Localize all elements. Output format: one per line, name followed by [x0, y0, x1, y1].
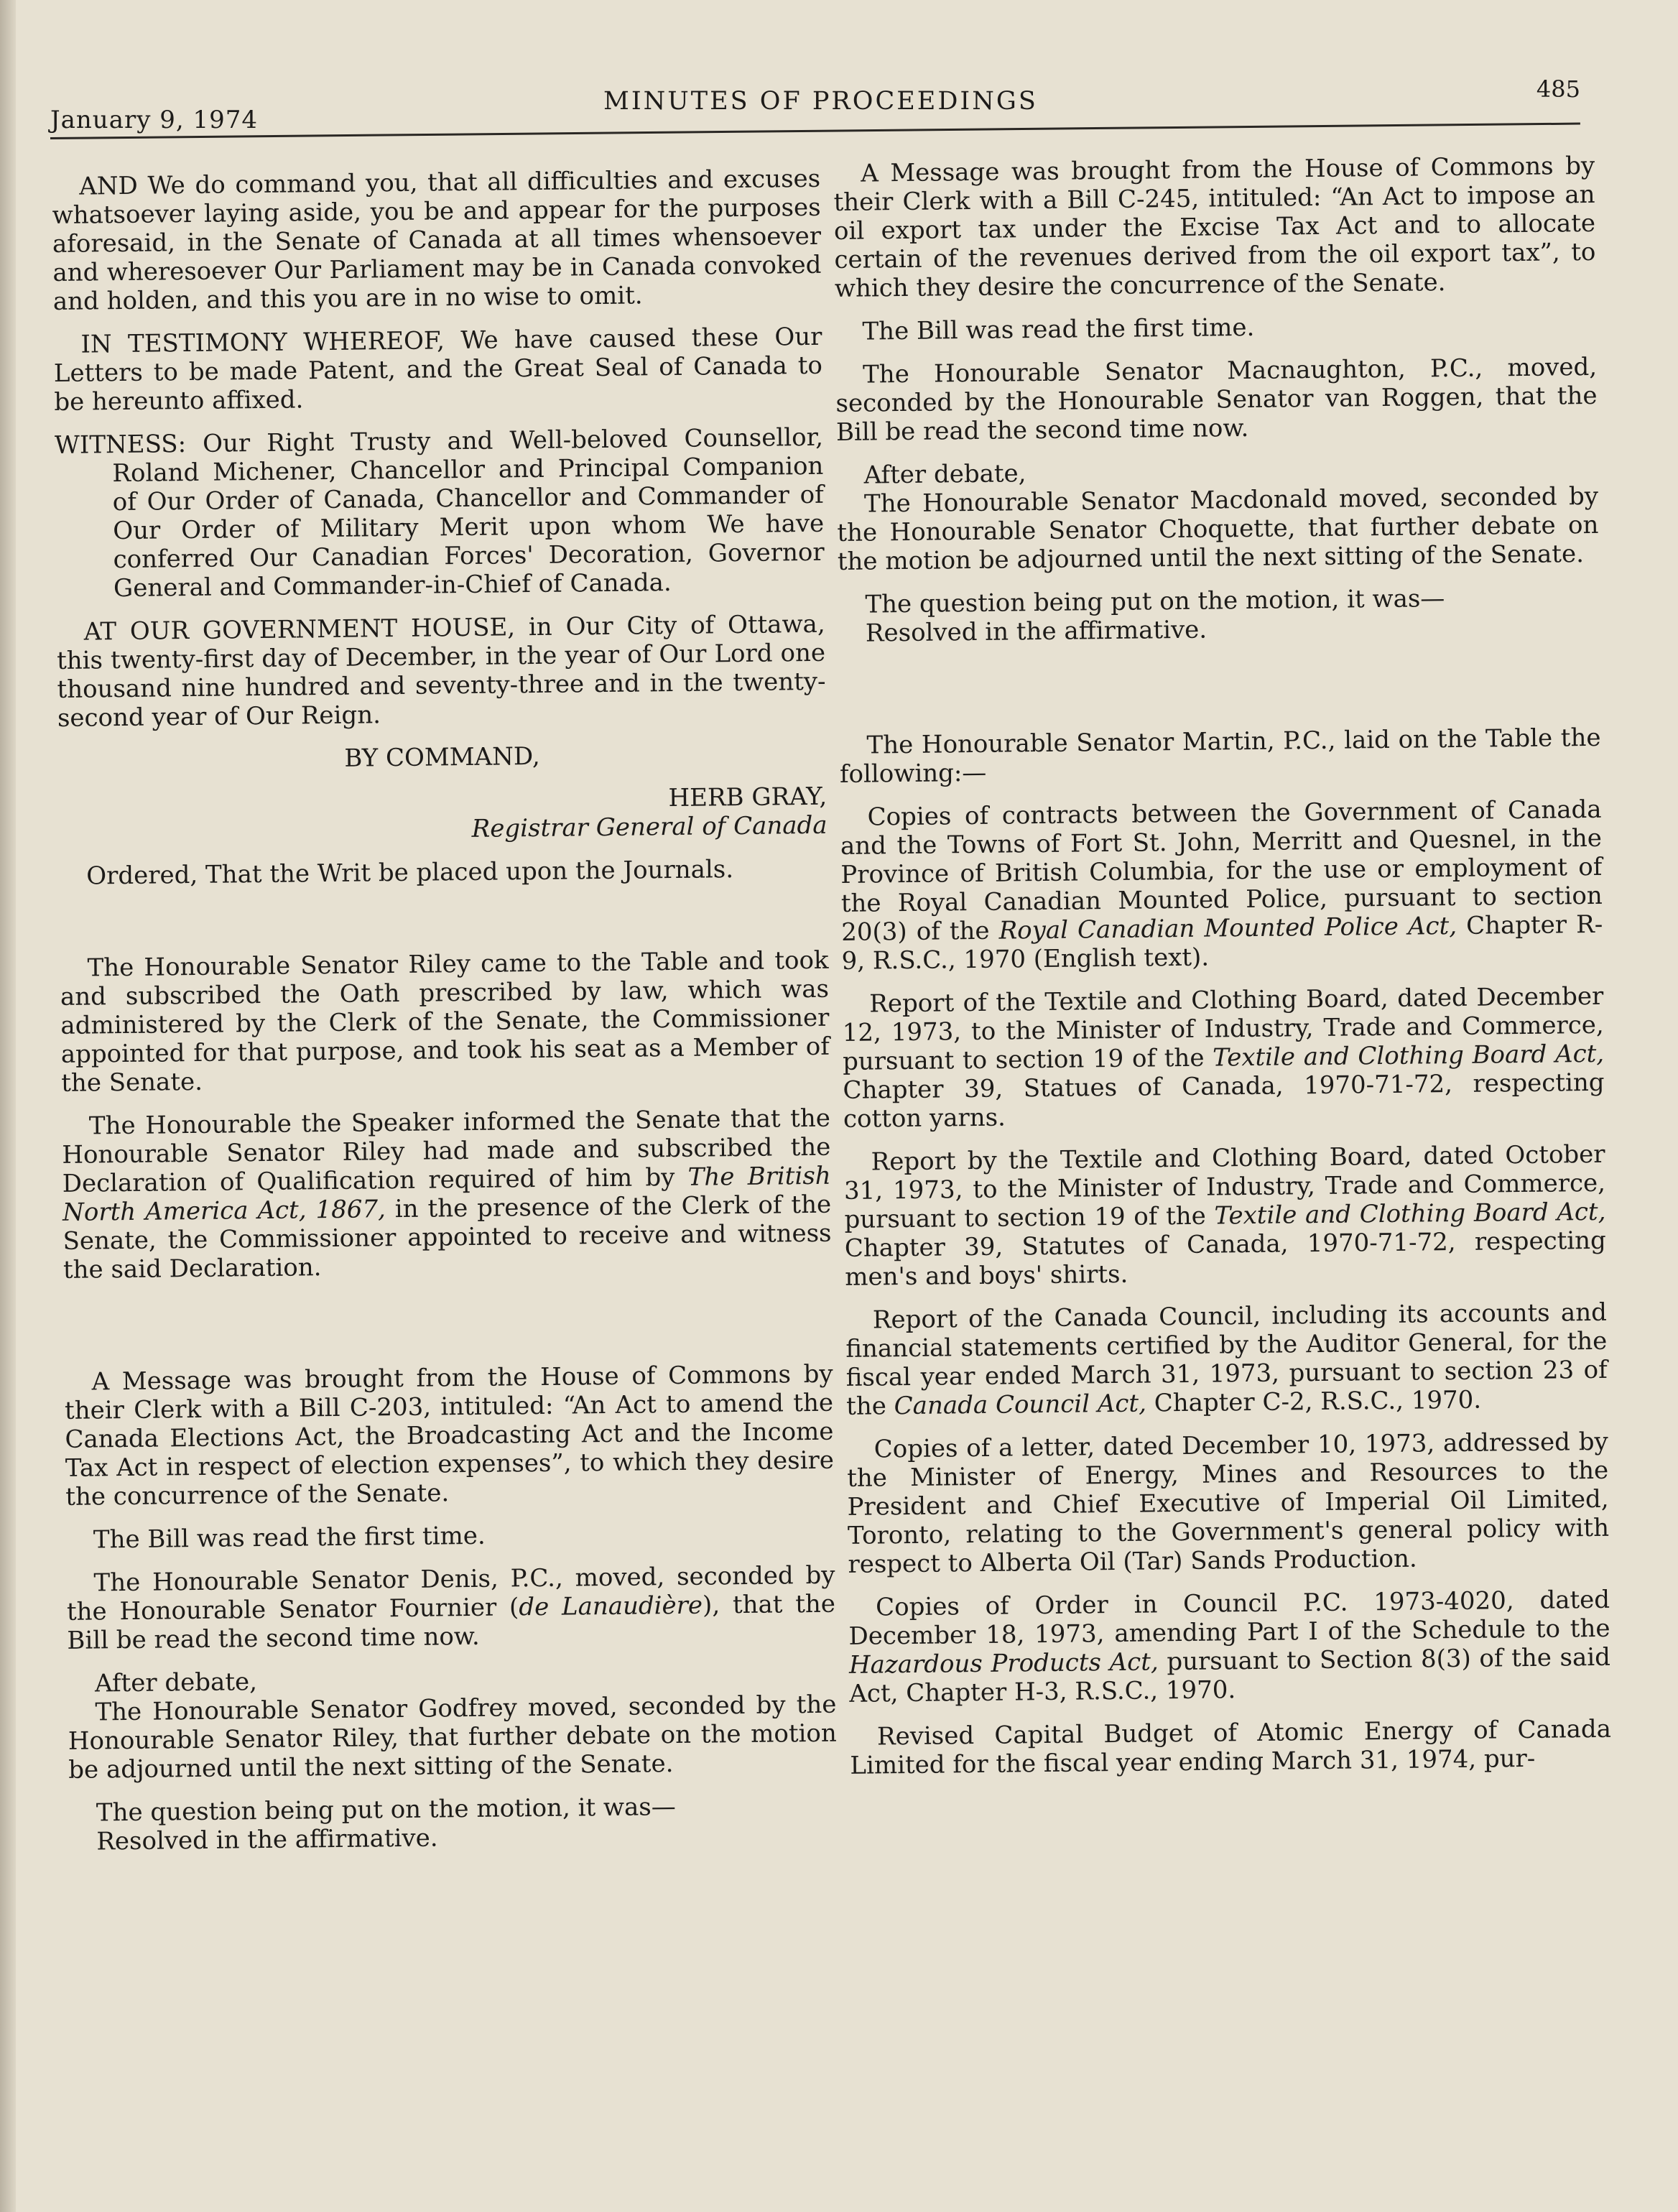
first-reading-line: The Bill was read the first time. — [93, 1521, 486, 1555]
atomic-energy-budget-item: Revised Capital Budget of Atomic Energy of Canada Limited for the fiscal year ending March 31, 1974, pur- — [850, 1714, 1612, 1780]
declaration-paragraph — [62, 1104, 832, 1285]
act-title: The British North America Act, 1867, — [62, 1161, 831, 1227]
declaration-text-b: in the presence of the Clerk of the Senate, the Commissioner appointed to receive and witness the said Declaration. — [62, 1190, 832, 1285]
ordered-paragraph: Ordered, That the Writ be placed upon the Journals. — [86, 855, 734, 891]
header-rule — [50, 123, 1580, 139]
adjournment-motion: The Honourable Senator Godfrey moved, seconded by the Honourable Senator Riley, that further debate on the motion be adjourned until the next sitting of the Senate. — [68, 1690, 838, 1785]
tabled-documents-intro: The Honourable Senator Martin, P.C., laid on the Table the following:— — [839, 723, 1601, 789]
adjournment-motion: The Honourable Senator Macdonald moved, seconded by the Honourable Senator Choquette, that further debate on the motion be adjourned until the next sitting of the Senate. — [837, 481, 1599, 576]
government-house-paragraph: AT OUR GOVERNMENT HOUSE, in Our City of Ottawa, this twenty-first day of December, in the year of Our Lord one thousand nine hundred and seventy-three and in the twenty-second year of Our Reign. — [56, 609, 826, 733]
second-reading-motion: The Honourable Senator Macnaughton, P.C., moved, seconded by the Honourable Senator van Roggen, that the Bill be read the second time now. — [835, 352, 1598, 447]
left-column — [52, 165, 838, 1871]
page-number: 485 — [1536, 75, 1580, 103]
resolved-line: Resolved in the affirmative. — [96, 1823, 438, 1856]
item-text-b: Chapter 39, Statutes of Canada, 1970-71-72, respecting men's and boys' shirts. — [844, 1226, 1607, 1292]
second-reading-motion — [66, 1561, 835, 1655]
item-text-a: Copies of Order in Council P.C. 1973-4020, dated December 18, 1973, amending Part I of the Schedule to the — [848, 1585, 1610, 1651]
rcmp-contracts-item — [840, 795, 1603, 976]
energy-letter-item: Copies of a letter, dated December 10, 1973, addressed by the Minister of Energy, Mines and Resources to the President and Chief Executive of Imperial Oil Limited, Toronto, relating to the Government's general policy with respect to Alberta Oil (Tar) Sands Production. — [847, 1427, 1610, 1579]
item-text-b: Chapter R-9, R.S.C., 1970 (English text). — [841, 910, 1603, 976]
header-title: MINUTES OF PROCEEDINGS — [603, 87, 1038, 116]
act-title: Textile and Clothing Board Act, — [1214, 1197, 1606, 1231]
item-text-a: Report of the Canada Council, including its accounts and financial statements certified by the Auditor General, for the fiscal year ended March 31, 1973, pursuant to section 23 of the — [845, 1297, 1608, 1421]
item-text-a: Report by the Textile and Clothing Board, dated October 31, 1973, to the Minister of Industry, Trade and Commerce, pursuant to section 19 of the — [843, 1139, 1606, 1234]
item-text-b: Chapter C-2, R.S.C., 1970. — [1146, 1385, 1482, 1418]
item-text-a: Report of the Textile and Clothing Board, dated December 12, 1973, to the Minister of Industry, Trade and Commerce, pursuant to section 19 of the — [842, 981, 1604, 1076]
section-gap — [60, 897, 829, 954]
bill-c245-message: A Message was brought from the House of Commons by their Clerk with a Bill C-245, intituled: “An Act to impose an oil export tax under the Excise Tax Act and to allocate certain of the revenues derived from the oil export tax”, to which they desire the concurrence of the Senate. — [833, 151, 1596, 303]
question-put-line: The question being put on the motion, it was— — [96, 1792, 676, 1828]
testimony-paragraph: IN TESTIMONY WHEREOF, We have caused these Our Letters to be made Patent, and the Great Seal of Canada to be hereunto affixed. — [53, 322, 823, 417]
section-gap — [63, 1291, 833, 1368]
bill-c203-message: A Message was brought from the House of Commons by their Clerk with a Bill C-203, intituled: “An Act to amend the Canada Elections Act, the Broadcasting Act and the Income Tax Act in respect of election expenses”, to which they desire the concurrence of the Senate. — [64, 1359, 835, 1512]
textile-report-cotton-item — [842, 982, 1605, 1134]
oath-paragraph: The Honourable Senator Riley came to the Table and took and subscribed the Oath prescribed by law, which was administered by the Clerk of the Senate, the Commissioner appointed for that purpose, and took his seat as a Member of the Senate. — [60, 945, 830, 1098]
item-text-a: Copies of contracts between the Government of Canada and the Towns of Fort St. John, Merritt and Quesnel, in the Province of British Columbia, for the use or employment of the Royal Canadian Mounted Police, pursuant to section 20(3) of the — [840, 795, 1603, 947]
item-text-b: Chapter 39, Statues of Canada, 1970-71-72, respecting cotton yarns. — [843, 1068, 1605, 1134]
canada-council-report-item — [845, 1298, 1608, 1421]
motion-text-a: The Honourable Senator Denis, P.C., moved, seconded by the Honourable Senator Fournier ( — [66, 1560, 835, 1626]
signer-name: HERB GRAY, — [668, 782, 828, 813]
riding-name: de Lanaudière — [519, 1591, 703, 1622]
header-date: January 9, 1974 — [50, 106, 259, 134]
after-debate-line: After debate, — [94, 1667, 258, 1698]
order-in-council-item — [848, 1586, 1611, 1708]
after-debate-line: After debate, — [863, 459, 1026, 490]
signer-title: Registrar General of Canada — [471, 810, 828, 843]
act-title: Canada Council Act, — [894, 1389, 1147, 1421]
page-gutter-shadow — [0, 0, 16, 2212]
question-put-line: The question being put on the motion, it was— — [865, 584, 1445, 619]
by-command-line: BY COMMAND, — [344, 741, 540, 773]
right-column — [833, 152, 1612, 1795]
declaration-text-a: The Honourable the Speaker informed the Senate that the Honourable Senator Riley had made and subscribed the Declaration of Qualification required of him by — [62, 1103, 831, 1198]
section-gap — [838, 654, 1600, 731]
motion-text-b: ), that the Bill be read the second time now. — [67, 1589, 836, 1655]
item-text-b: pursuant to Section 8(3) of the said Act, Chapter H-3, R.S.C., 1970. — [849, 1642, 1611, 1708]
act-title: Hazardous Products Act, — [848, 1647, 1159, 1680]
first-reading-line: The Bill was read the first time. — [862, 313, 1255, 346]
witness-paragraph: WITNESS: Our Right Trusty and Well-beloved Counsellor, Roland Michener, Chancellor and Principal Companion of Our Order of Canada, Chancellor and Commander of Our Order of Military Merit upon whom We have conferred Our Canadian Forces' Decoration, Governor General and Commander-in-Chief of Canada. — [54, 422, 825, 603]
act-title: Textile and Clothing Board Act, — [1212, 1039, 1605, 1073]
resolved-line: Resolved in the affirmative. — [865, 615, 1207, 648]
writ-command-paragraph: AND We do command you, that all difficulties and excuses whatsoever laying aside, you be and appear for the purposes aforesaid, in the Senate of Canada at all times whensoever and wheresoever Our Parliament may be in Canada convoked and holden, and this you are in no wise to omit. — [52, 164, 822, 316]
act-title: Royal Canadian Mounted Police Act, — [998, 911, 1457, 945]
textile-report-shirts-item — [843, 1140, 1606, 1292]
page-header — [50, 68, 1580, 140]
